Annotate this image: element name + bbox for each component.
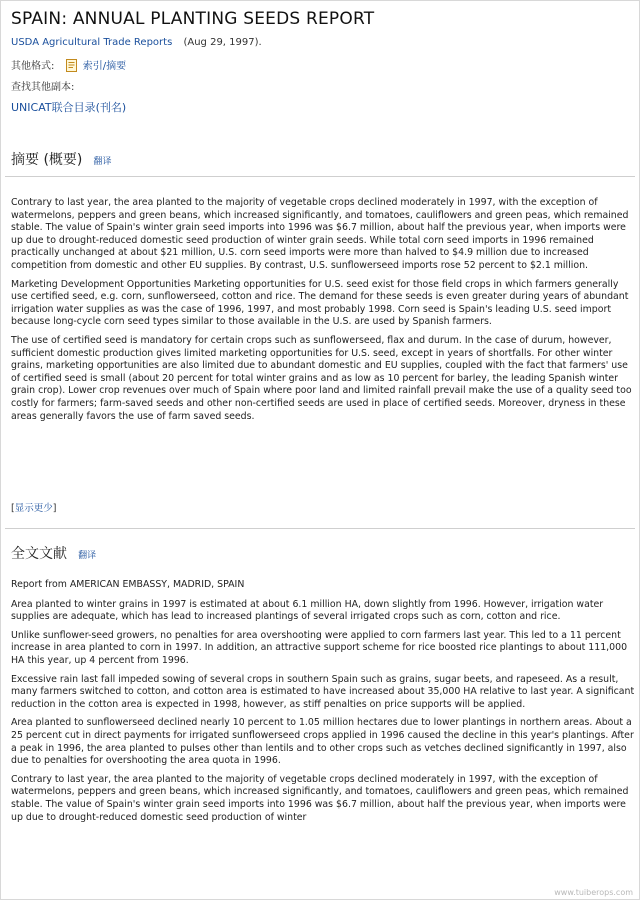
fulltext-paragraph: Unlike sunflower-seed growers, no penalties for area overshooting were applied to corn farmers last year. This led to a 11 percent increase in area planted to corn in 1997. In addition, an attractive support scheme for rice boosted rice plantings to about 111,000 HA this year, up 4 percent from 1996. — [11, 629, 628, 666]
abstract-body — [11, 197, 637, 429]
translate-abstract-link[interactable]: 翻译 — [93, 157, 112, 167]
abstract-paragraph: The use of certified seed is mandatory for certain crops such as sunflowerseed, flax and durum. In the case of durum, however, sufficient domestic production gives limited marketing opportunities for U.S. seed, except in years of shortfalls. For other winter grains, marketing opportunities are also limited due to abundant domestic and EU supplies, coupled with the fact that farmers' use of certified seed is small (about 20 percent for total winter grains and as low as 10 percent for barley, the leading Spanish winter grain crop). Lower crop revenues over much of Spain where poor land and limited rainfall prevail make the use of a quality seed too costly for farmers; farm-saved seeds and other non-certified seeds are used in place of certified seeds. Moreover, dryness in these areas generally favors the use of farm saved seeds. — [11, 334, 632, 422]
show-less-row — [11, 500, 56, 514]
abstract-format-link[interactable]: 索引/摘要 — [82, 61, 127, 72]
document-icon — [66, 59, 77, 72]
unicat-catalog-link[interactable]: UNICAT联合目录(刊名) — [11, 101, 127, 114]
fulltext-heading: 全文文献 — [11, 546, 67, 562]
publication-date: (Aug 29, 1997). — [183, 37, 262, 48]
abstract-paragraph: Contrary to last year, the area planted to the majority of vegetable crops declined moderately in 1997, with the exception of watermelons, peppers and green beans, which increased significantly, and tomatoes, cauliflowers and green peas, which remained stable. The value of Spain's winter grain seed imports into 1996 was $6.7 million, about half the previous year, when imports were up due to drought-reduced domestic seed production of winter grain seeds. While total corn seed imports in 1996 remained practically unchanged at about $21 million, U.S. corn seed imports were more than halved to $4.9 million due to increased competition from domestic and other EU supplies. By contrast, U.S. sunflowerseed imports rose 52 percent to $2.1 million. — [11, 197, 629, 271]
source-line — [11, 37, 262, 48]
divider — [5, 176, 635, 177]
fulltext-paragraph: Area planted to winter grains in 1997 is estimated at about 6.1 million HA, down slightly from 1996. However, irrigation water supplies are adequate, which has lead to increased plantings of several irrigated crops such as corn, cotton and rice. — [11, 598, 604, 623]
report-origin: Report from AMERICAN EMBASSY, MADRID, SPAIN — [11, 579, 245, 590]
abstract-paragraph: Marketing Development Opportunities Marketing opportunities for U.S. seed exist for those field crops in which farmers generally use certified seed, e.g. corn, sunflowerseed, cotton and rice. The demand for these seeds is even greater during years of abundant irrigation water supplies as was the case of 1996, 1997, and most probably 1998. Corn seed is Spain's leading U.S. seed import because long-cycle corn seed types similar to those available in the U.S. are used by Spanish farmers. — [11, 278, 629, 328]
other-copies-label: 查找其他副本: — [11, 82, 75, 93]
bracket-close: ] — [52, 503, 57, 514]
fulltext-paragraph: Area planted to sunflowerseed declined nearly 10 percent to 1.05 million hectares due to lower plantings in northern areas. About a 25 percent cut in direct payments for irrigated sunflowerseed crops applied in 1996 caused the decline in this year's plantings. After a peak in 1996, the area planted to pulses other than lentils and to other crops such as vetches declined significantly in 1997, also due to penalties for overshooting the area quota in 1996. — [11, 717, 634, 767]
page-title: SPAIN: ANNUAL PLANTING SEEDS REPORT — [11, 9, 375, 29]
publication-link[interactable]: USDA Agricultural Trade Reports — [11, 37, 173, 48]
fulltext-paragraph: Excessive rain last fall impeded sowing of several crops in southern Spain such as grains, sugar beets, and rapeseed. As a result, many farmers switched to cotton, and cotton area is estimated to have increased about 35,000 HA relative to last year. A significant reduction in the cotton area is expected in 1998, however, as stiff penalties on price supports will be applied. — [11, 673, 635, 710]
translate-fulltext-link[interactable]: 翻译 — [78, 551, 97, 561]
other-copies-row — [11, 78, 74, 93]
abstract-heading: 摘要 (概要) — [11, 152, 83, 168]
bracket-open: [ — [11, 503, 15, 514]
other-formats-label: 其他格式: — [11, 61, 55, 72]
divider — [5, 528, 635, 529]
other-formats-row — [11, 57, 126, 72]
watermark: www.tuiberops.com — [554, 888, 633, 897]
fulltext-body — [11, 579, 637, 830]
abstract-heading-row — [11, 149, 111, 169]
fulltext-paragraph: Contrary to last year, the area planted to the majority of vegetable crops declined moderately in 1997, with the exception of watermelons, peppers and green beans, which increased significantly, and tomatoes, cauliflowers and green peas, which remained stable. The value of Spain's winter grain seed imports into 1996 was $6.7 million, about half the previous year, when imports were up due to drought-reduced domestic seed production of winter — [11, 773, 629, 823]
show-less-link[interactable]: 显示更少 — [14, 503, 53, 514]
fulltext-heading-row — [11, 543, 96, 563]
